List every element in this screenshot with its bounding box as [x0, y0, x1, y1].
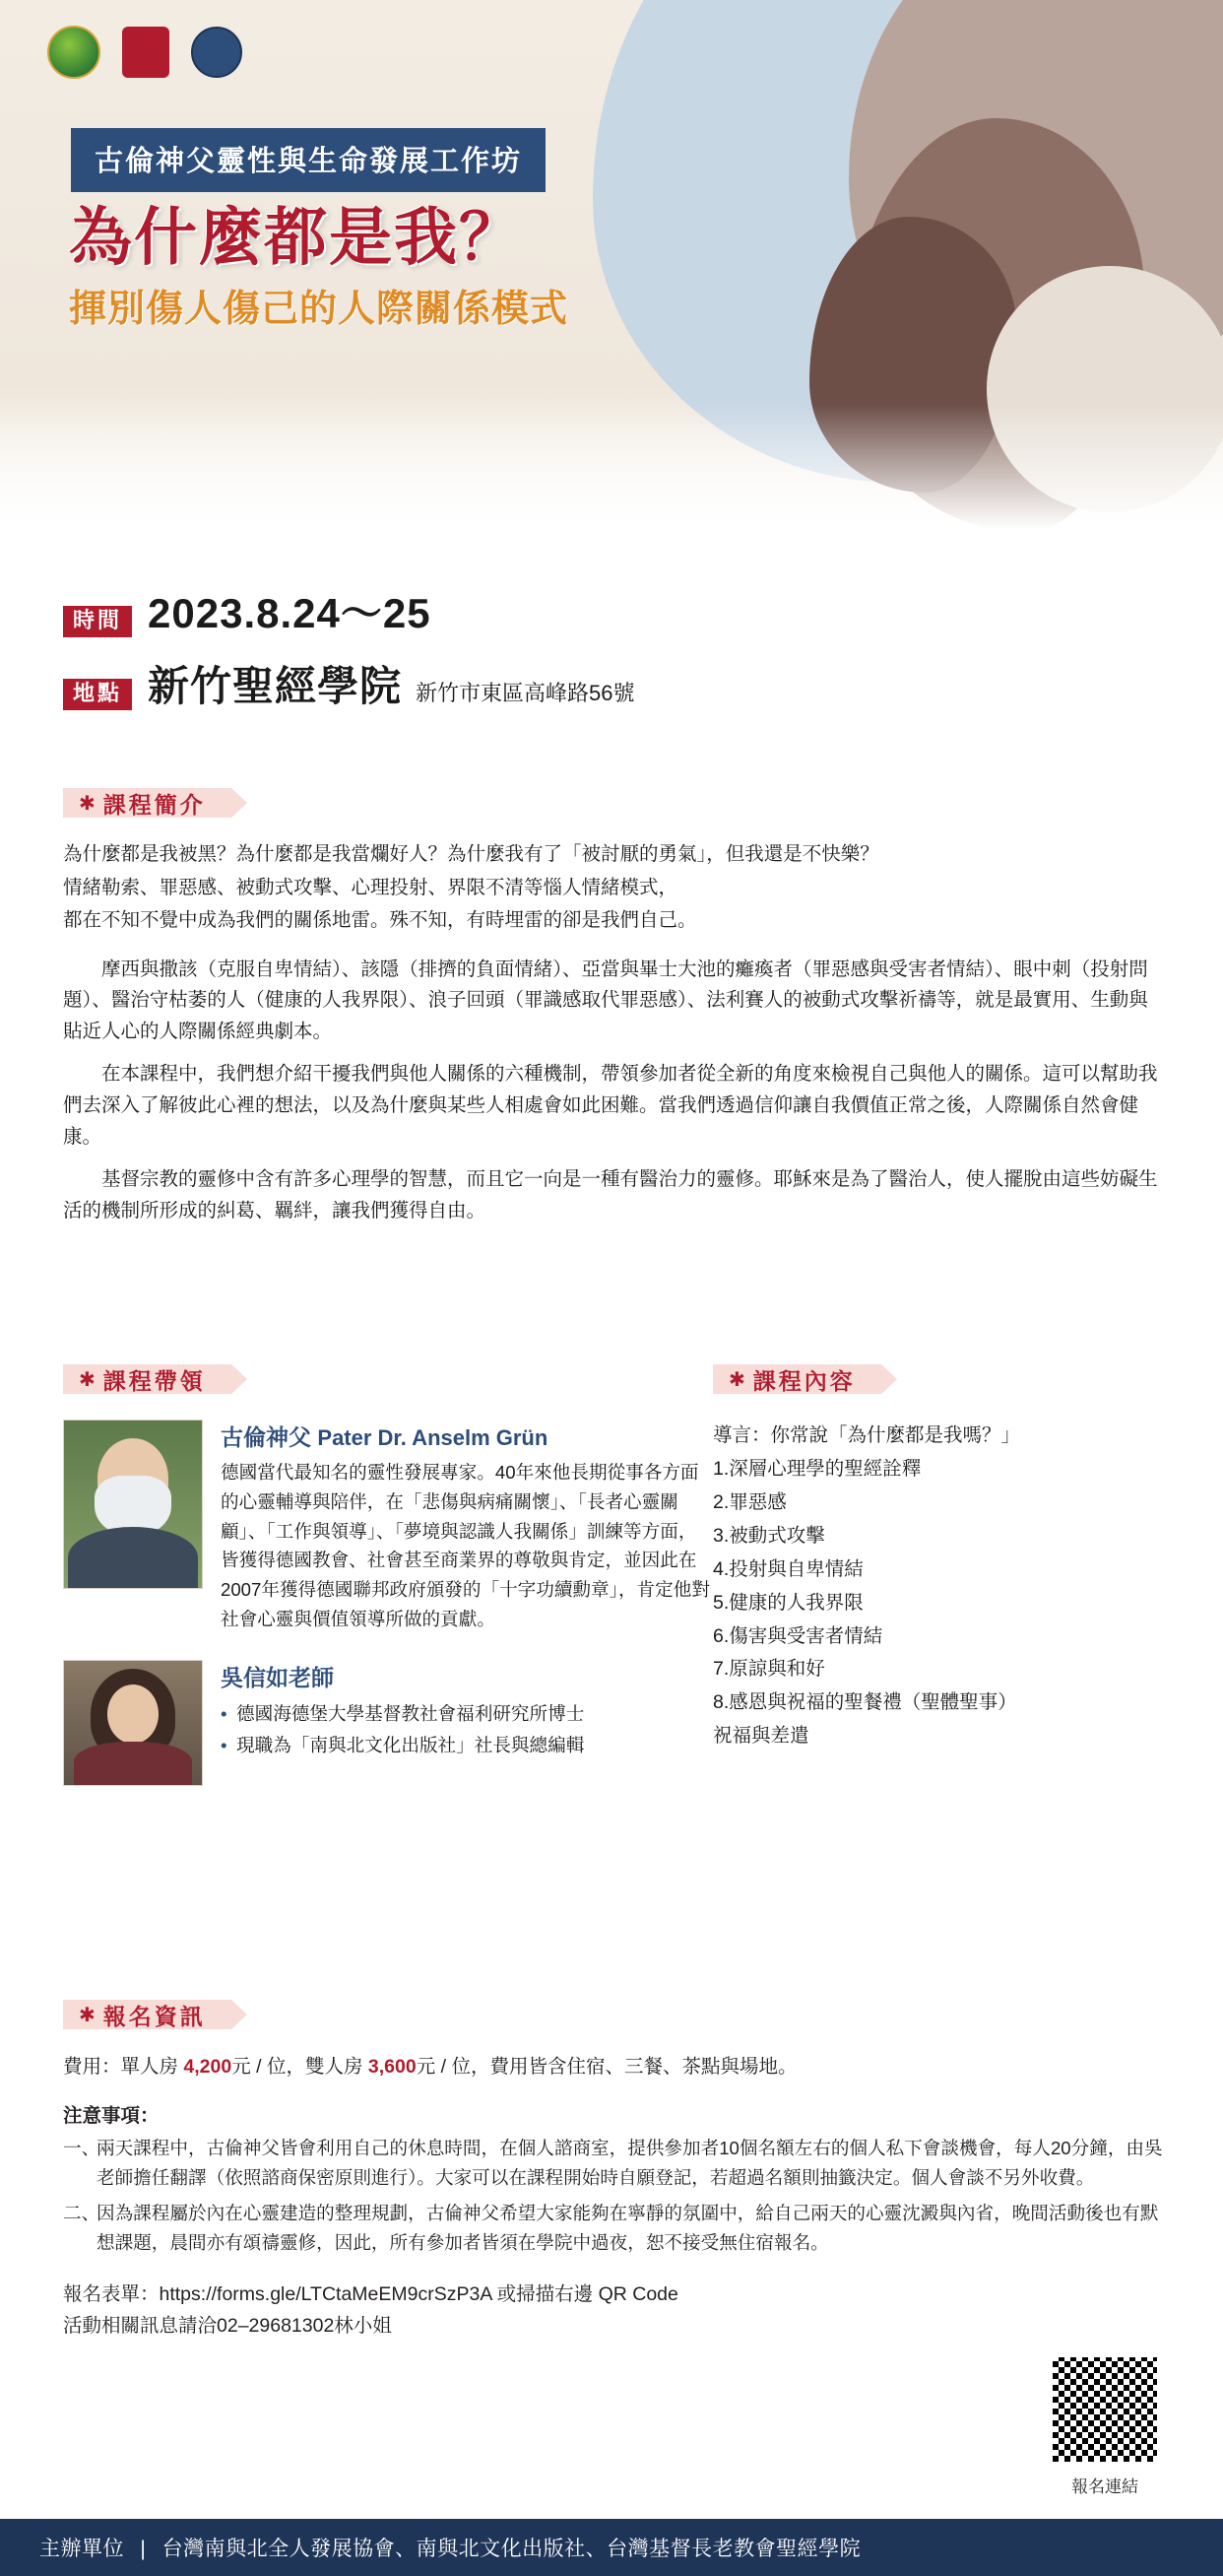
avatar-wu-hsin-ju [63, 1660, 203, 1786]
page-subtitle: 揮別傷人傷己的人際關係模式 [69, 289, 569, 330]
event-place-row [63, 654, 1166, 713]
list-item: • 現職為「南與北文化出版社」社長與總編輯 [221, 1730, 584, 1762]
place-tag: 地點 [63, 679, 132, 710]
signup-form-link[interactable]: 報名表單：https://forms.gle/LTCtaMeEM9crSzP3A 或掃描右邊 QR Code [63, 2283, 678, 2306]
notice-number: 一、 [63, 2138, 100, 2158]
intro-line-1: 為什麼都是我被黑？為什麼都是我當爛好人？為什麼我有了「被討厭的勇氣」，但我還是不快樂？ [63, 843, 879, 865]
event-venue: 新竹聖經學院 [148, 663, 403, 709]
list-item: 6.傷害與受害者情結 [713, 1624, 883, 1647]
leader-credentials [221, 1698, 584, 1762]
event-info [63, 581, 1166, 727]
signup-section [63, 2000, 1164, 2342]
asterisk-icon: ✱ [79, 792, 96, 815]
fee-prefix: 費用：單人房 [63, 2056, 184, 2078]
qr-code-label: 報名連結 [1071, 2477, 1138, 2496]
fee-mid: 元 / 位，雙人房 [231, 2056, 368, 2078]
course-intro-body [63, 839, 1164, 1226]
time-tag: 時間 [63, 606, 132, 637]
asterisk-icon: ✱ [79, 1368, 96, 1391]
event-date: 2023.8.24～25 [148, 590, 431, 636]
footer-organizers [0, 2533, 861, 2562]
footer-bar [0, 2519, 1223, 2576]
notice-item [63, 2134, 1164, 2193]
list-item: 4.投射與自卑情結 [713, 1557, 864, 1580]
course-intro-section [63, 788, 1164, 1238]
event-time-row [63, 581, 1166, 640]
course-leaders-section [63, 1364, 713, 1786]
section-header-signup [63, 2000, 231, 2029]
section-title-content: 課程內容 [752, 1367, 856, 1394]
logo-south-north-association-icon [47, 26, 100, 79]
notice-list [63, 2134, 1164, 2258]
intro-paragraph-5: 在本課程中，我們想介紹干擾我們與他人關係的六種機制，帶領參加者從全新的角度來檢視自己與他人的關係。這可以幫助我們去深入了解彼此心裡的想法，以及為什麼與某些人相處會如此困難。當我們透過信仰讓自我價值正常之後，人際關係自然會健康。 [63, 1063, 1158, 1148]
logo-bible-college-icon [191, 27, 242, 78]
logo-publisher-icon [122, 27, 169, 78]
qr-code-icon[interactable] [1050, 2354, 1160, 2465]
section-header-leaders [63, 1364, 231, 1394]
list-item: 8.感恩與祝福的聖餐禮（聖體聖事） [713, 1691, 1017, 1714]
notice-text: 兩天課程中，古倫神父皆會利用自己的休息時間，在個人諮商室，提供參加者10個名額左右的個人私下會談機會，每人20分鐘，由吳老師擔任翻譯（依照諮商保密原則進行）。大家可以在課程開始時自願登記，若超過名額則抽籤決定。個人會談不另外收費。 [97, 2138, 1163, 2189]
asterisk-icon: ✱ [79, 2004, 96, 2026]
section-header-intro [63, 788, 231, 818]
intro-line-3: 都在不知不覺中成為我們的關係地雷。殊不知，有時埋雷的卻是我們自己。 [63, 909, 697, 932]
organizer-label: 主辦單位 [39, 2538, 124, 2560]
asterisk-icon: ✱ [729, 1368, 745, 1391]
list-item: 5.健康的人我界限 [713, 1591, 864, 1614]
fee-suffix: 元 / 位，費用皆含住宿、三餐、茶點與場地。 [416, 2056, 798, 2078]
list-item: 祝福與差遣 [713, 1725, 809, 1748]
footer-separator: | [140, 2538, 147, 2560]
leader-name-en: Pater Dr. Anselm Grün [317, 1425, 548, 1450]
contact-phone-line: 活動相關訊息請洽02–29681302林小姐 [63, 2314, 392, 2337]
avatar-anselm-gruen [63, 1420, 203, 1589]
organizer-list: 台灣南與北全人發展協會、南與北文化出版社、台灣基督長老教會聖經學院 [161, 2538, 862, 2560]
notice-text: 因為課程屬於內在心靈建造的整理規劃，古倫神父希望大家能夠在寧靜的氛圍中，給自己兩天的心靈沈澱與內省，晚間活動後也有默想課題，晨間亦有頌禱靈修，因此，所有參加者皆須在學院中過夜，恕不接受無住宿報名。 [97, 2203, 1159, 2254]
page-title: 為什麼都是我？ [69, 202, 524, 273]
list-item: 7.原諒與和好 [713, 1658, 825, 1681]
notice-number: 二、 [63, 2203, 100, 2224]
list-item: 1.深層心理學的聖經詮釋 [713, 1457, 922, 1480]
contact-block [63, 2279, 870, 2341]
leader-name-zh: 古倫神父 [221, 1424, 311, 1450]
leader-item [63, 1660, 713, 1786]
intro-paragraph-6: 基督宗教的靈修中含有許多心理學的智慧，而且它一向是一種有醫治力的靈修。耶穌來是為了醫治人，使人擺脫由這些妨礙生活的機制所形成的糾葛、羈絆，讓我們獲得自由。 [63, 1168, 1158, 1222]
fee-single-room: 4,200 [183, 2056, 232, 2078]
leader-item [63, 1420, 713, 1634]
leader-name [221, 1420, 713, 1452]
qr-code-block [1044, 2354, 1166, 2497]
notice-title: 注意事項： [63, 2105, 160, 2127]
course-outline-list [713, 1420, 1164, 1753]
hero-banner [0, 0, 1223, 552]
section-title-signup: 報名資訊 [102, 2003, 206, 2029]
fee-double-room: 3,600 [367, 2056, 417, 2078]
notice-item [63, 2199, 1164, 2258]
workshop-banner-title: 古倫神父靈性與生命發展工作坊 [71, 128, 546, 192]
leader-name: 吳信如老師 [221, 1664, 334, 1690]
fee-line [63, 2051, 1164, 2079]
list-item: 2.罪惡感 [713, 1490, 787, 1513]
list-item: 3.被動式攻擊 [713, 1524, 825, 1547]
intro-paragraph-4: 摩西與撒該（克服自卑情結）、該隱（排擠的負面情緒）、亞當與畢士大池的癱瘓者（罪惡感與受害者情結）、眼中刺（投射問題）、醫治守枯萎的人（健康的人我界限）、浪子回頭（罪識感取代罪惡感）、法利賽人的被動式攻擊祈禱等，就是最實用、生動與貼近人心的人際關係經典劇本。 [63, 958, 1148, 1042]
section-title-intro: 課程簡介 [102, 791, 206, 818]
intro-line-2: 情緒勒索、罪惡感、被動式攻擊、心理投射、界限不清等惱人情緒模式， [63, 876, 678, 898]
list-item: 導言：你常說「為什麼都是我嗎？」 [713, 1424, 1021, 1446]
logo-group [47, 26, 242, 79]
section-header-content [713, 1364, 881, 1394]
list-item: • 德國海德堡大學基督教社會福利研究所博士 [221, 1698, 584, 1731]
section-title-leaders: 課程帶領 [102, 1367, 206, 1394]
leader-bio: 德國當代最知名的靈性發展專家。40年來他長期從事各方面的心靈輔導與陪伴，在「悲傷與病痛關懷」、「長者心靈關顧」、「工作與領導」、「夢境與認識人我關係」訓練等方面，皆獲得德國教會、社會甚至商業界的尊敬與肯定，並因此在2007年獲得德國聯邦政府頒發的「十字功續勳章」，肯定他對社會心靈與價值領導所做的貢獻。 [221, 1462, 710, 1629]
course-content-section [713, 1364, 1164, 1786]
event-address: 新竹市東區高峰路56號 [416, 681, 635, 705]
leaders-and-content [63, 1364, 1164, 1786]
